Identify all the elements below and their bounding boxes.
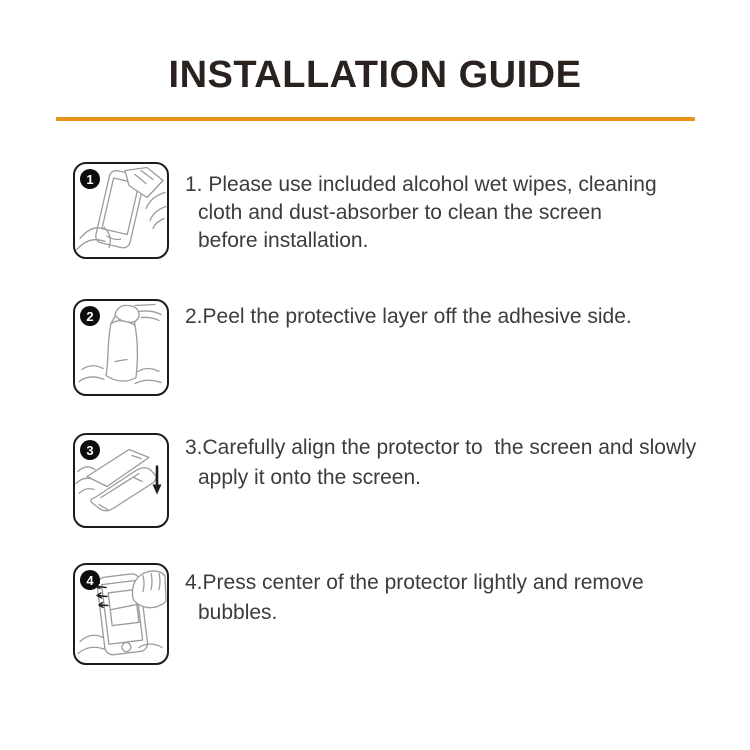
step-4-line-2: bubbles. (198, 601, 278, 624)
page-title: INSTALLATION GUIDE (168, 54, 582, 96)
step-3-line-2: apply it onto the screen. (198, 466, 421, 489)
step-2-illustration-box (73, 299, 169, 396)
step-3-illustration-box (73, 433, 169, 528)
step-2-line-1: 2.Peel the protective layer off the adhesive side. (185, 305, 632, 328)
step-4-illustration-box (73, 563, 169, 665)
step-1-illustration-box (73, 162, 169, 259)
step-4-instruction (185, 568, 644, 628)
step-1-number-badge: 1 (80, 169, 100, 189)
step-2-number-badge: 2 (80, 306, 100, 326)
step-2-instruction (185, 303, 632, 331)
step-1-instruction (185, 171, 657, 255)
step-1-line-2: cloth and dust-absorber to clean the screen (198, 201, 602, 224)
title-divider-line (56, 117, 695, 121)
step-1-line-1: 1. Please use included alcohol wet wipes, cleaning (185, 173, 657, 196)
step-4-number-badge: 4 (80, 570, 100, 590)
step-4-line-1: 4.Press center of the protector lightly and remove (185, 571, 644, 594)
step-3-number-badge: 3 (80, 440, 100, 460)
step-1-line-3: before installation. (198, 229, 369, 252)
step-3-line-1: 3.Carefully align the protector to the screen and slowly (185, 436, 697, 459)
step-3-instruction (185, 433, 696, 493)
